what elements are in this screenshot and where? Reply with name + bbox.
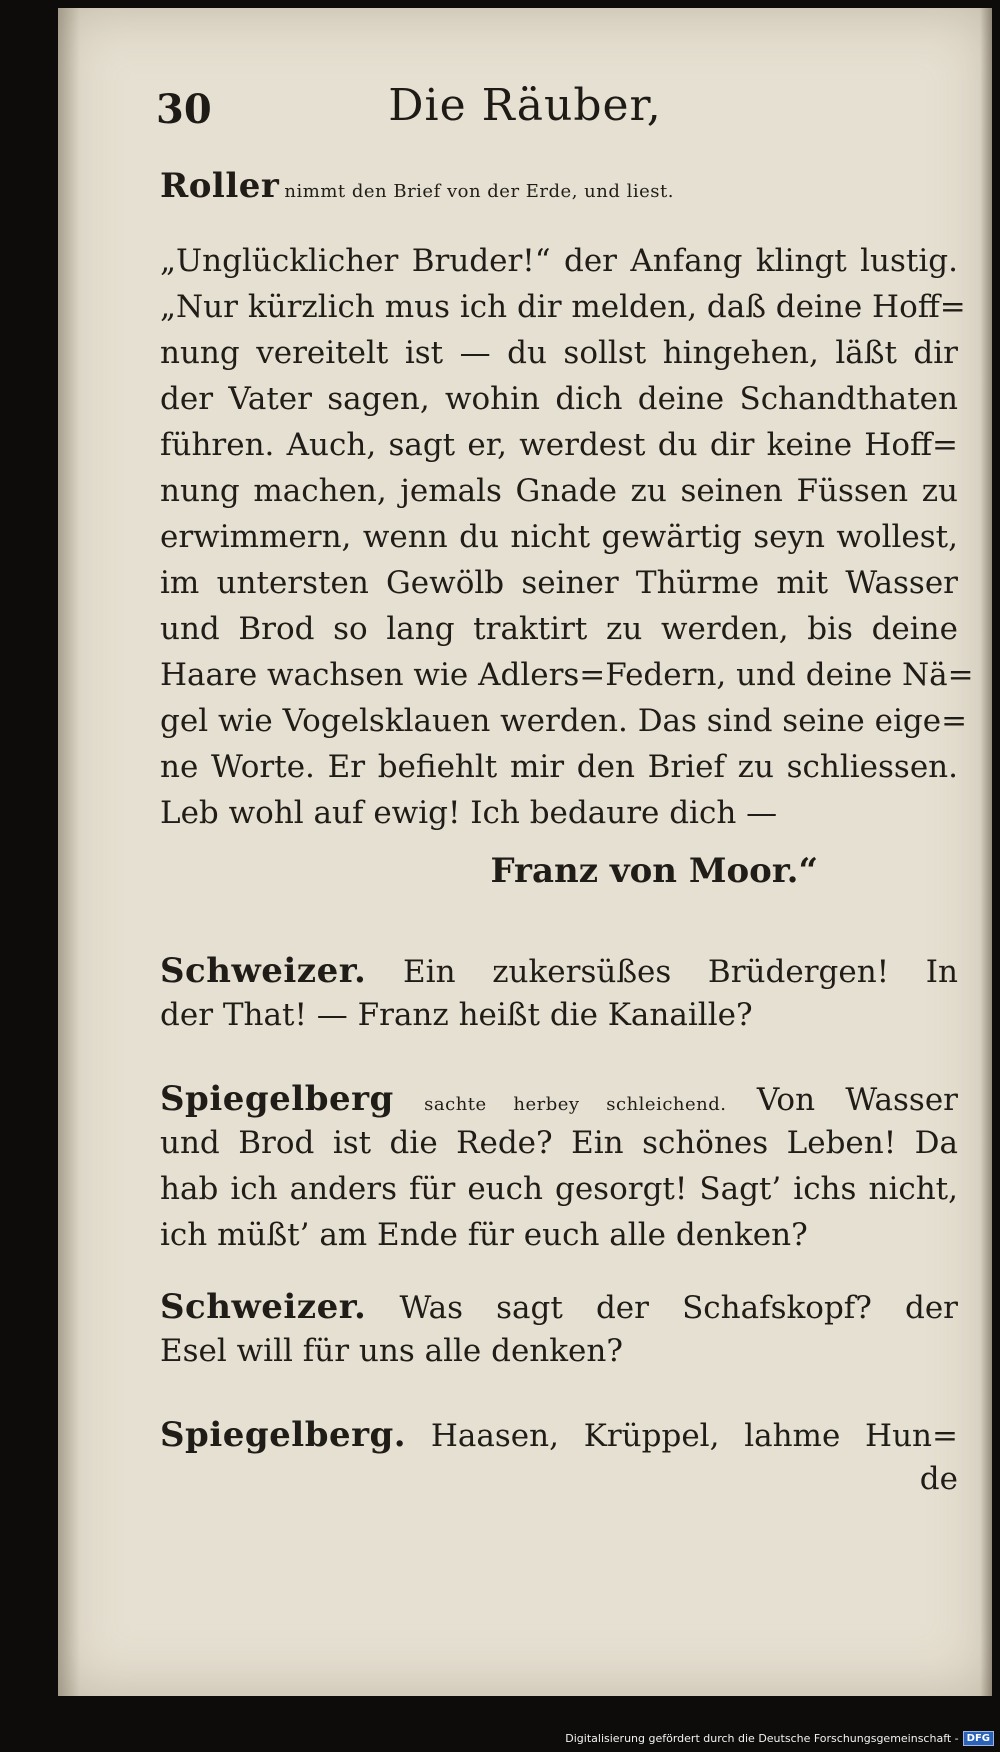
running-head: Die Räuber, — [388, 80, 662, 131]
speech-line: und Brod ist die Rede? Ein schönes Leben! Da — [160, 1125, 958, 1161]
letter-line: erwimmern, wenn du nicht gewärtig seyn wollest, — [160, 519, 958, 555]
speech-line: de — [919, 1461, 958, 1497]
letter-line: im untersten Gewölb seiner Thürme mit Wasser — [160, 565, 958, 601]
speaker-roller: Roller — [160, 166, 280, 206]
spiegelberg-speech-2 — [160, 1415, 958, 1510]
speech-line: ich müßt’ am Ende für euch alle denken? — [160, 1217, 808, 1253]
letter-line: ne Worte. Er befiehlt mir den Brief zu schliessen. — [160, 749, 958, 785]
letter-line: nung vereitelt ist — du sollst hingehen, läßt dir — [160, 335, 958, 371]
letter-line: führen. Auch, sagt er, werdest du dir keine Hoff= — [160, 427, 958, 463]
letter-block — [160, 243, 974, 900]
schweizer-speech-2 — [160, 1287, 958, 1382]
letter-line: Haare wachsen wie Adlers=Federn, und deine Nä= — [160, 657, 974, 693]
letter-signature: Franz von Moor.“ — [490, 851, 818, 891]
stage-direction-roller: nimmt den Brief von der Erde, und liest. — [284, 181, 674, 202]
speaker-spiegelberg: Spiegelberg. — [160, 1415, 407, 1455]
speaker-schweizer: Schweizer. — [160, 951, 367, 991]
letter-line: Leb wohl auf ewig! Ich bedaure dich — — [160, 795, 778, 831]
page-number: 30 — [156, 86, 212, 133]
speech-line: Haasen, Krüppel, lahme Hun= — [430, 1418, 958, 1454]
letter-line: und Brod so lang traktirt zu werden, bis deine — [160, 611, 958, 647]
speech-line: Was sagt der Schafskopf? der — [399, 1290, 958, 1326]
letter-line: „Nur kürzlich mus ich dir melden, daß deine Hoff= — [160, 289, 966, 325]
dfg-logo: DFG — [963, 1731, 994, 1746]
speech-line: hab ich anders für euch gesorgt! Sagt’ ichs nicht, — [160, 1171, 958, 1207]
speech-line: Esel will für uns alle denken? — [160, 1333, 623, 1369]
digitization-credit — [565, 1731, 994, 1746]
speech-line: Ein zukersüßes Brüdergen! In — [403, 954, 958, 990]
speech-line: der That! — Franz heißt die Kanaille? — [160, 997, 753, 1033]
letter-line: „Unglücklicher Bruder!“ der Anfang klingt lustig. — [160, 243, 958, 279]
speaker-spiegelberg: Spiegelberg — [160, 1079, 394, 1119]
book-page — [58, 8, 992, 1696]
credit-text: Digitalisierung gefördert durch die Deutsche Forschungsgemeinschaft - — [565, 1732, 959, 1745]
letter-line: nung machen, jemals Gnade zu seinen Füssen zu — [160, 473, 958, 509]
roller-heading — [160, 166, 958, 206]
schweizer-speech-1 — [160, 951, 958, 1046]
spiegelberg-speech-1 — [160, 1079, 958, 1266]
letter-line: der Vater sagen, wohin dich deine Schandthaten — [160, 381, 958, 417]
speech-line: Von Wasser — [756, 1082, 958, 1118]
stage-direction-spiegelberg: sachte herbey schleichend. — [424, 1094, 727, 1115]
speaker-schweizer: Schweizer. — [160, 1287, 367, 1327]
letter-line: gel wie Vogelsklauen werden. Das sind seine eige= — [160, 703, 968, 739]
